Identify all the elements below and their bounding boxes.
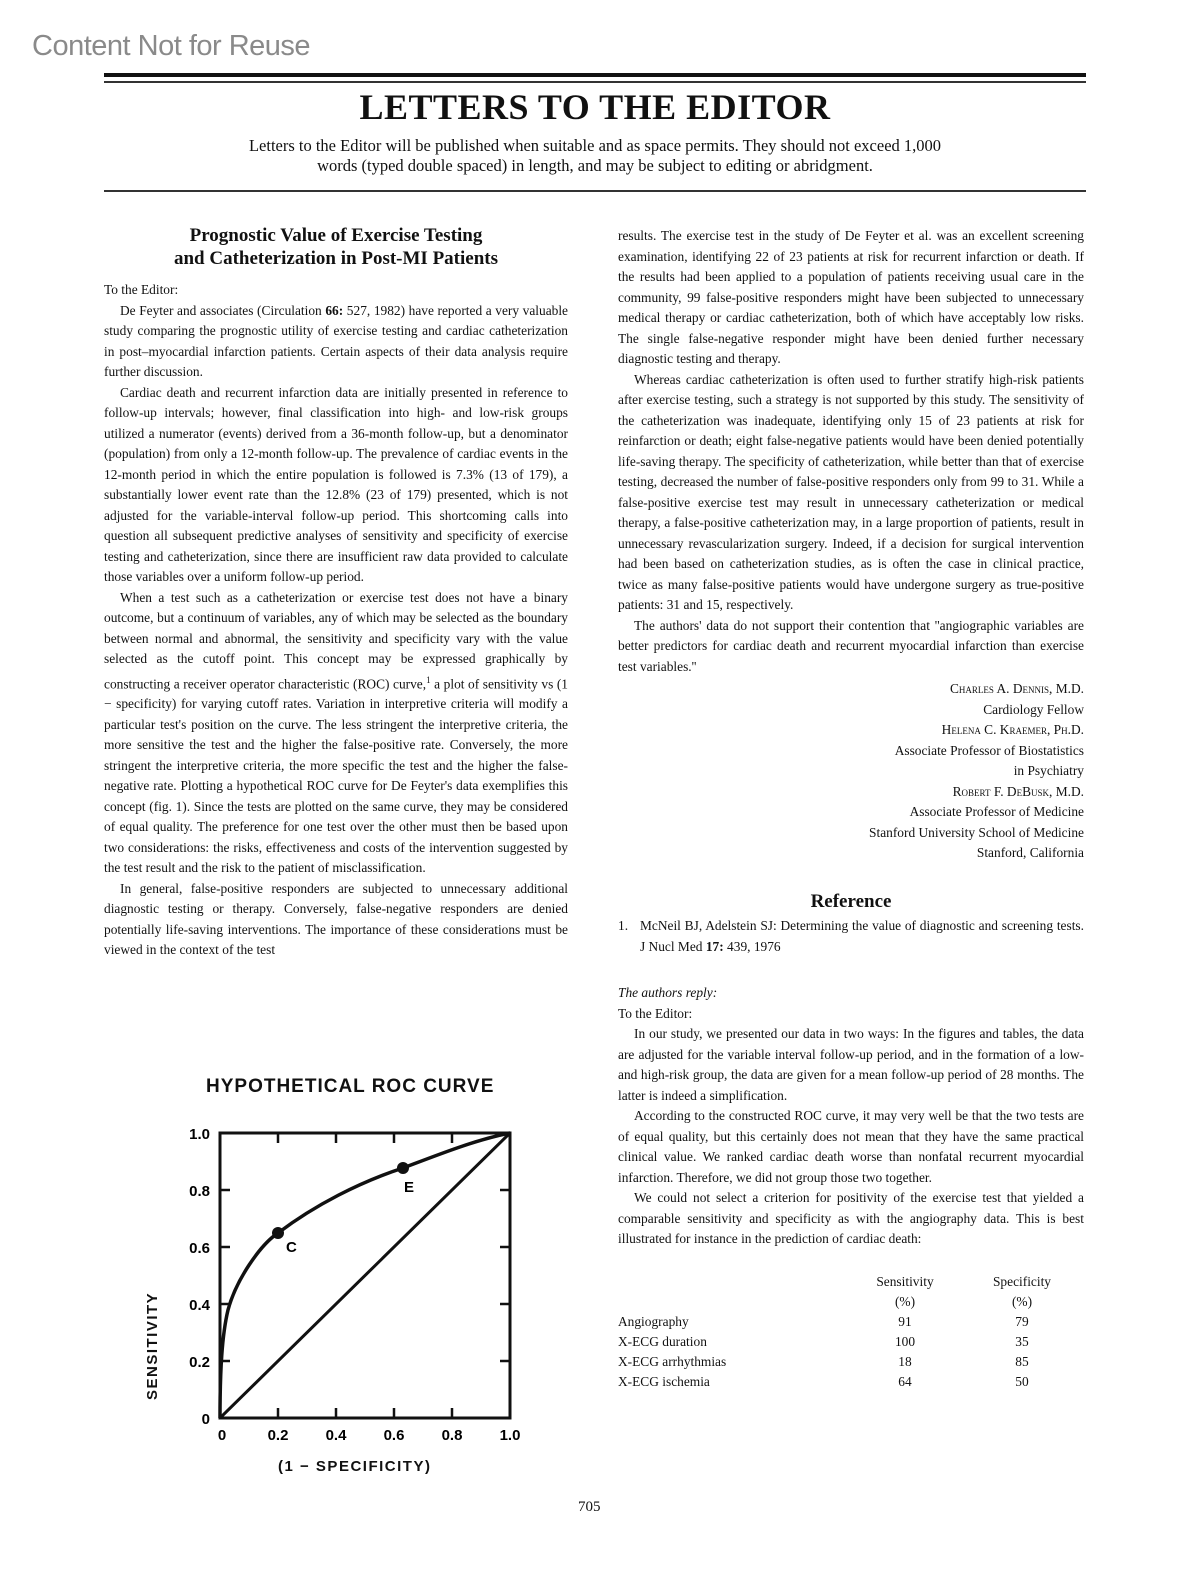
section-title: LETTERS TO THE EDITOR xyxy=(359,87,831,127)
reference-text xyxy=(640,916,1084,957)
table-row xyxy=(618,1312,1084,1332)
y-tick-label: 0.4 xyxy=(189,1297,210,1314)
header-bottom-rule xyxy=(104,190,1086,192)
signature-affiliation: Stanford University School of Medicine xyxy=(869,824,1084,840)
text: a plot of sensitivity vs (1 − specificity) for varying cutoff rates. Variation in interpretive criteria will modify a particular test's position on the curve. The less stringent the interpretive criteria, the more sensitive the test and the higher the false-positive rate. Conversely, the more stringent the interpretive criteria, the more specific the test and the higher the false-negative rate. Plotting a hypothetical ROC curve for De Feyter's data exemplifies this concept (fig. 1). Since the tests are plotted on the same curve, they may be considered of equal quality. The preference for one test over the other must then be based upon two considerations: the risks, effectiveness and costs of the intervention suggested by the test result and the risk to the patient of misclassification. xyxy=(104,675,568,876)
x-tick-label: 0 xyxy=(217,1427,227,1444)
table-cell: 85 xyxy=(1015,1353,1029,1369)
letter-paragraph-1 xyxy=(104,301,568,383)
page-number: 705 xyxy=(578,1499,601,1515)
signature-location: Stanford, California xyxy=(976,845,1084,860)
top-rule-thick xyxy=(104,73,1086,77)
reference-number: 1. xyxy=(618,918,629,933)
letter-paragraph-4-continued: results. The exercise test in the study of De Feyter et al. was an excellent screening examination, identifying 22 of 23 patients at risk for recurrent infarction or death. If the results had been applied to a population of patients receiving usual care in the community, 99 false-positive responders might have been subjected to unnecessary medical therapy or cardiac catheterization, both of which have acceptably low risks. The single false-negative responder might have been denied further necessary diagnostic testing and therapy. xyxy=(618,228,1084,366)
x-tick-label: 1.0 xyxy=(499,1427,521,1444)
table-row xyxy=(618,1332,1084,1352)
letter-paragraph-5: Whereas cardiac catheterization is often used to further stratify high-risk patients after exercise testing, such a strategy is not supported by this study. The sensitivity of the catheterization was inadequate, identifying only 15 of 23 patients at risk for reinfarction or death; eight false-negative patients would have been denied potentially life-saving therapy. The specificity of catheterization, while better than that of exercise testing, decreased the number of false-positive responders only from 99 to 31. While a false-positive exercise test may result in unnecessary catheterization or medical therapy, a false-positive catheterization may, in a large proportion of patients, result in unnecessary revascularization surgery. Indeed, if a decision for surgical intervention had been based on catheterization studies, as is often the case in clinical practice, twice as many false-positive patients would have undergone surgery as true-positive patients: 31 and 15, respectively. xyxy=(618,371,1084,612)
point-e-label: E xyxy=(404,1179,415,1196)
roc-chart xyxy=(130,1070,550,1490)
table-unit xyxy=(618,1292,850,1312)
letter-paragraph-3 xyxy=(104,588,568,879)
x-tick-label: 0.4 xyxy=(325,1427,347,1444)
table-cell: 91 xyxy=(898,1313,912,1329)
y-tick-label: 1.0 xyxy=(189,1126,210,1143)
x-tick-label: 0.2 xyxy=(267,1427,289,1444)
reply-paragraph-3: We could not select a criterion for positivity of the exercise test that yielded a comparable sensitivity and specificity as with the angiography data. This is best illustrated for instance in the prediction of cardiac death: xyxy=(618,1190,1084,1246)
letter-paragraph-4: In general, false-positive responders are subjected to unnecessary additional diagnostic testing or therapy. Conversely, false-negative responders are denied potentially life-saving interventions. The importance of these considerations must be viewed in the context of the test xyxy=(104,880,568,958)
letter-title-line-2: and Catheterization in Post-MI Patients xyxy=(173,248,499,269)
table-cell: X-ECG duration xyxy=(618,1333,707,1349)
reference-heading: Reference xyxy=(810,890,892,912)
table-cell: Angiography xyxy=(618,1313,689,1329)
point-e-marker xyxy=(397,1162,409,1174)
signature-title: Associate Professor of Biostatistics xyxy=(894,742,1084,758)
letter-salutation: To the Editor: xyxy=(104,282,179,297)
x-axis-label: (1 − SPECIFICITY) xyxy=(278,1458,432,1475)
point-c-marker xyxy=(272,1227,284,1239)
volume-number: 66: xyxy=(325,302,344,318)
table-cell: 100 xyxy=(894,1333,916,1349)
text: When a test such as a catheterization or exercise test does not have a binary outcome, but a continuum of variables, any of which may be selected as the boundary between normal and abnormal, the sensitivity and specificity vary with the value selected as the cutoff point. This concept may be expressed graphically by constructing a receiver operator characteristic (ROC) curve, xyxy=(104,589,568,691)
left-column xyxy=(104,224,568,961)
letter-paragraph-6: The authors' data do not support their contention that ''angiographic variables are better predictors for cardiac death and recurrent myocardial infarction than exercise test variables.'' xyxy=(618,617,1084,674)
table-header: Sensitivity xyxy=(876,1273,934,1289)
table-cell: X-ECG ischemia xyxy=(618,1373,710,1389)
right-column xyxy=(618,226,1084,1392)
y-tick-label: 0.8 xyxy=(189,1183,210,1200)
text: 439, 1976 xyxy=(723,938,781,954)
letter-title-line-1: Prognostic Value of Exercise Testing xyxy=(189,225,483,246)
signature-block xyxy=(618,679,1084,864)
table-cell: 64 xyxy=(898,1373,912,1389)
signature-title: Cardiology Fellow xyxy=(983,701,1084,717)
signature-title: in Psychiatry xyxy=(1013,763,1084,778)
intro-line-1: Letters to the Editor will be published when suitable and as space permits. They should not exceed 1,000 xyxy=(248,136,942,155)
reply-paragraph-1: In our study, we presented our data in two ways: In the figures and tables, the data are adjusted for the variable interval follow-up period, and in the formation of a low- and high-risk group, the data are given for a mean follow-up period of 28 months. The latter is indeed a simplification. xyxy=(618,1026,1084,1103)
reply-paragraph-2: According to the constructed ROC curve, it may very well be that the two tests are of equal quality, but this certainly does not mean that they have the same practical clinical value. We ranked cardiac death worse than nonfatal recurrent myocardial infarction. Therefore, we did not group those two together. xyxy=(618,1108,1084,1185)
intro-line-2: words (typed double spaced) in length, and may be subject to editing or abridgment. xyxy=(317,156,873,175)
table-row xyxy=(618,1352,1084,1372)
reply-salutation: To the Editor: xyxy=(618,1005,693,1021)
table-cell: 35 xyxy=(1015,1333,1029,1349)
reference-superscript[interactable]: 1 xyxy=(426,674,431,685)
roc-plot xyxy=(130,1110,550,1490)
signature-author-1: Charles A. Dennis, M.D. xyxy=(949,681,1084,696)
top-rule-thin xyxy=(104,81,1086,83)
letter-paragraph-2: Cardiac death and recurrent infarction data are initially presented in reference to follow-up intervals; however, final classification into high- and low-risk groups utilized a numerator (events) derived from a 36-month follow-up, but a denominator (population) from only a 12-month follow-up. The prevalence of cardiac events in the 12-month period in which the entire population is followed is 7.3% (13 of 179), a substantially lower event rate than the 12.8% (23 of 179) presented, which is not adjusted for the variable-interval follow-up period. This shortcoming calls into question all subsequent predictive analyses of sensitivity and specificity of exercise testing and catheterization, since there are insufficient raw data provided to calculate those variables over a uniform follow-up period. xyxy=(104,384,568,584)
table-header: Specificity xyxy=(992,1273,1051,1289)
table-units-row xyxy=(618,1292,1084,1312)
section-intro xyxy=(150,136,1040,176)
signature-author-3: Robert F. DeBusk, M.D. xyxy=(952,783,1084,799)
text: McNeil BJ, Adelstein SJ: Determining the value of diagnostic and screening tests. J Nucl Med xyxy=(640,918,1084,954)
sensitivity-specificity-table xyxy=(618,1272,1084,1392)
table-cell: 79 xyxy=(1015,1313,1029,1329)
table-cell: 18 xyxy=(898,1353,912,1369)
table-header-row xyxy=(618,1272,1084,1292)
point-c-label: C xyxy=(286,1239,297,1256)
y-tick-label: 0 xyxy=(201,1411,210,1428)
reference-item xyxy=(618,916,1084,957)
table-cell: 50 xyxy=(1015,1373,1029,1389)
chart-title: HYPOTHETICAL ROC CURVE xyxy=(206,1076,495,1097)
signature-author-2: Helena C. Kraemer, Ph.D. xyxy=(941,722,1084,737)
signature-title: Associate Professor of Medicine xyxy=(909,804,1084,819)
letter-title xyxy=(104,224,568,270)
table-unit: (%) xyxy=(1011,1293,1033,1309)
y-tick-label: 0.2 xyxy=(189,1354,210,1371)
reply-label: The authors reply: xyxy=(618,985,718,1000)
volume-number: 17: xyxy=(705,938,724,954)
chance-diagonal xyxy=(220,1133,510,1418)
text: 527, 1982) have reported a very valuable study comparing the prognostic utility of exercise testing and cardiac catheterization in post–myocardial infarction patients. Certain aspects of their data analysis require further discussion. xyxy=(104,302,568,379)
x-tick-label: 0.8 xyxy=(441,1427,463,1444)
watermark: Content Not for Reuse xyxy=(32,30,311,62)
table-header xyxy=(618,1272,850,1292)
text: De Feyter and associates (Circulation xyxy=(120,302,326,318)
table-unit: (%) xyxy=(894,1293,916,1309)
table-cell: X-ECG arrhythmias xyxy=(618,1353,727,1369)
x-tick-label: 0.6 xyxy=(383,1427,405,1444)
y-tick-label: 0.6 xyxy=(189,1240,210,1257)
y-axis-label: SENSITIVITY xyxy=(144,1291,161,1400)
table-row xyxy=(618,1372,1084,1392)
